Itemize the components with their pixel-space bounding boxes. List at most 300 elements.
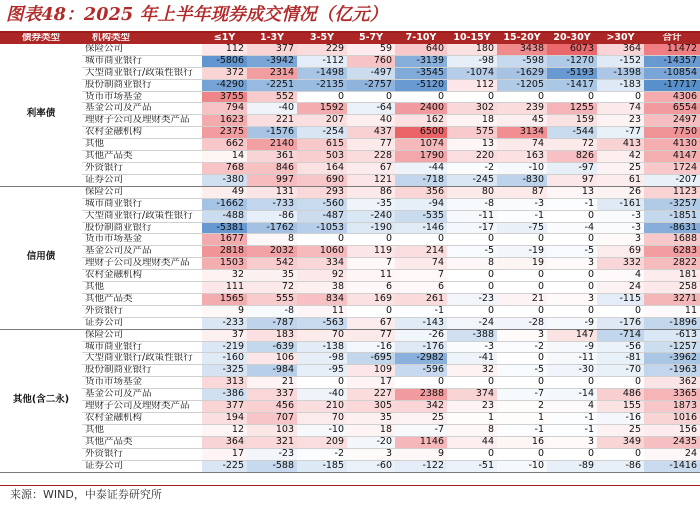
value-cell: -5 [497, 365, 547, 377]
header-col-total: 合计 [644, 33, 700, 44]
value-cell: 1677 [202, 234, 247, 246]
value-cell: -1053 [297, 222, 347, 234]
value-cell: 1503 [202, 258, 247, 270]
table-row [0, 246, 700, 258]
value-cell: -51 [447, 460, 497, 472]
institution-label: 股份制商业银行 [82, 222, 202, 234]
value-cell: -28 [497, 317, 547, 329]
table-row [0, 329, 700, 341]
value-cell: 0 [497, 91, 547, 103]
value-cell: 334 [297, 258, 347, 270]
value-cell: 0 [297, 91, 347, 103]
value-cell: -14 [547, 389, 597, 401]
value-cell: 87 [497, 186, 547, 198]
value-cell: 67 [347, 317, 395, 329]
figure-title: 图表48：2025 年上半年现券成交情况（亿元） [6, 5, 388, 25]
value-cell: 456 [247, 401, 297, 413]
value-cell: 67 [347, 162, 395, 174]
table-row [0, 341, 700, 353]
value-cell: 37 [202, 329, 247, 341]
value-cell: -1762 [247, 222, 297, 234]
value-cell: 342 [395, 401, 447, 413]
header-col-15-20y: 15-20Y [497, 33, 547, 44]
value-cell: -5193 [547, 67, 597, 79]
table-row [0, 127, 700, 139]
value-cell: 26 [597, 186, 644, 198]
institution-label: 外资银行 [82, 162, 202, 174]
value-cell: 2388 [395, 389, 447, 401]
value-cell: -2 [447, 162, 497, 174]
value-cell: -3 [597, 222, 644, 234]
value-cell: -2 [497, 341, 547, 353]
total-cell: 1016 [644, 413, 700, 425]
value-cell: -245 [447, 174, 497, 186]
value-cell: -115 [597, 293, 644, 305]
value-cell: 25 [597, 424, 644, 436]
table-row [0, 91, 700, 103]
value-cell: 0 [447, 305, 497, 317]
value-cell: 221 [247, 115, 297, 127]
value-cell: 49 [202, 186, 247, 198]
value-cell: 92 [297, 270, 347, 282]
value-cell: 0 [447, 270, 497, 282]
table-row [0, 365, 700, 377]
value-cell: 0 [497, 270, 547, 282]
value-cell: 0 [497, 305, 547, 317]
value-cell: -86 [597, 460, 644, 472]
value-cell: 332 [597, 258, 644, 270]
total-cell: 4130 [644, 139, 700, 151]
table-row [0, 55, 700, 67]
value-cell: 207 [297, 115, 347, 127]
total-cell: -8631 [644, 222, 700, 234]
header-col-gt30y: >30Y [597, 33, 644, 44]
value-cell: -9 [547, 317, 597, 329]
header-col-le1y: ≤1Y [202, 33, 247, 44]
value-cell: -26 [395, 329, 447, 341]
value-cell: -2757 [347, 79, 395, 91]
value-cell: -190 [347, 222, 395, 234]
value-cell: 23 [597, 115, 644, 127]
value-cell: -60 [347, 460, 395, 472]
value-cell: 0 [547, 270, 597, 282]
value-cell: 305 [347, 401, 395, 413]
value-cell: 4 [547, 401, 597, 413]
value-cell: 77 [347, 329, 395, 341]
value-cell: 74 [395, 258, 447, 270]
institution-label: 证券公司 [82, 317, 202, 329]
value-cell: -64 [347, 103, 395, 115]
total-cell: 156 [644, 424, 700, 436]
value-cell: 3 [547, 436, 597, 448]
total-cell: -1851 [644, 210, 700, 222]
total-cell: 11472 [644, 44, 700, 55]
institution-label: 其他产品类 [82, 151, 202, 163]
institution-label: 农村金融机构 [82, 270, 202, 282]
institution-label: 货币市场基金 [82, 234, 202, 246]
value-cell: 3 [547, 258, 597, 270]
value-cell: 1623 [202, 115, 247, 127]
value-cell: -112 [297, 55, 347, 67]
table-row [0, 151, 700, 163]
value-cell: -56 [597, 341, 644, 353]
total-cell: 1873 [644, 401, 700, 413]
value-cell: 239 [497, 103, 547, 115]
source-note: 来源：WIND，中泰证券研究所 [10, 488, 162, 501]
value-cell: -1 [395, 305, 447, 317]
value-cell: -35 [347, 198, 395, 210]
table-row [0, 139, 700, 151]
value-cell: -1629 [497, 67, 547, 79]
value-cell: -2982 [395, 353, 447, 365]
value-cell: 0 [547, 210, 597, 222]
value-cell: 0 [547, 377, 597, 389]
total-cell: -14357 [644, 55, 700, 67]
value-cell: -240 [347, 210, 395, 222]
value-cell: -146 [395, 222, 447, 234]
value-cell: 11 [297, 305, 347, 317]
total-cell: 1688 [644, 234, 700, 246]
header-col-7-10y: 7-10Y [395, 33, 447, 44]
value-cell: 0 [497, 448, 547, 460]
value-cell: 6 [395, 282, 447, 294]
value-cell: -40 [297, 389, 347, 401]
value-cell: 214 [395, 246, 447, 258]
value-cell: -1398 [597, 67, 644, 79]
value-cell: 846 [247, 162, 297, 174]
total-cell: 6554 [644, 103, 700, 115]
value-cell: 59 [347, 44, 395, 55]
value-cell: -8 [247, 305, 297, 317]
value-cell: 119 [347, 246, 395, 258]
total-cell: -1963 [644, 365, 700, 377]
value-cell: 17 [347, 377, 395, 389]
value-cell: 210 [297, 401, 347, 413]
value-cell: 74 [597, 103, 644, 115]
value-cell: -23 [247, 448, 297, 460]
value-cell: -1662 [202, 198, 247, 210]
value-cell: -5 [547, 246, 597, 258]
value-cell: -176 [395, 341, 447, 353]
value-cell: 0 [547, 91, 597, 103]
value-cell: -3942 [247, 55, 297, 67]
value-cell: -30 [547, 365, 597, 377]
value-cell: -544 [547, 127, 597, 139]
total-cell: 6283 [644, 246, 700, 258]
value-cell: 2375 [202, 127, 247, 139]
value-cell: 2140 [247, 139, 297, 151]
institution-label: 农村金融机构 [82, 127, 202, 139]
table-row [0, 413, 700, 425]
value-cell: 377 [247, 44, 297, 55]
value-cell: 229 [297, 44, 347, 55]
value-cell: 6 [347, 282, 395, 294]
value-cell: -787 [247, 317, 297, 329]
header-col-5-7y: 5-7Y [347, 33, 395, 44]
value-cell: 0 [395, 377, 447, 389]
value-cell: -176 [597, 317, 644, 329]
value-cell: 7 [395, 270, 447, 282]
institution-label: 大型商业银行/政策性银行 [82, 67, 202, 79]
value-cell: 209 [297, 436, 347, 448]
trading-table [0, 33, 700, 473]
value-cell: -11 [547, 353, 597, 365]
value-cell: -714 [597, 329, 644, 341]
value-cell: -225 [202, 460, 247, 472]
table-row [0, 293, 700, 305]
value-cell: 103 [247, 424, 297, 436]
institution-label: 外资银行 [82, 305, 202, 317]
total-cell: 2435 [644, 436, 700, 448]
total-cell: 258 [644, 282, 700, 294]
table-row [0, 174, 700, 186]
value-cell: 77 [347, 139, 395, 151]
value-cell: 640 [395, 44, 447, 55]
value-cell: 169 [347, 293, 395, 305]
table-row [0, 79, 700, 91]
value-cell: 1060 [297, 246, 347, 258]
value-cell: 0 [547, 282, 597, 294]
value-cell: 3438 [497, 44, 547, 55]
value-cell: -10 [297, 424, 347, 436]
value-cell: -5381 [202, 222, 247, 234]
value-cell: -86 [247, 210, 297, 222]
institution-label: 股份制商业银行 [82, 365, 202, 377]
value-cell: -23 [447, 293, 497, 305]
table-row [0, 389, 700, 401]
value-cell: -143 [395, 317, 447, 329]
value-cell: 293 [297, 186, 347, 198]
header-bond-type: 债券类型 [0, 33, 82, 44]
value-cell: -89 [547, 460, 597, 472]
value-cell: 1074 [395, 139, 447, 151]
value-cell: 0 [347, 234, 395, 246]
total-cell: 362 [644, 377, 700, 389]
institution-label: 其他产品类 [82, 436, 202, 448]
institution-label: 其他 [82, 282, 202, 294]
value-cell: 0 [347, 305, 395, 317]
value-cell: 2 [497, 401, 547, 413]
value-cell: 112 [447, 79, 497, 91]
value-cell: 24 [597, 282, 644, 294]
value-cell: -94 [395, 198, 447, 210]
value-cell: 2818 [202, 246, 247, 258]
value-cell: 552 [247, 91, 297, 103]
total-cell: 3365 [644, 389, 700, 401]
institution-label: 外资银行 [82, 448, 202, 460]
value-cell: 0 [447, 234, 497, 246]
value-cell: 23 [447, 401, 497, 413]
value-cell: 313 [202, 377, 247, 389]
value-cell: -388 [447, 329, 497, 341]
value-cell: -2251 [247, 79, 297, 91]
value-cell: 183 [247, 329, 297, 341]
value-cell: -152 [597, 55, 644, 67]
value-cell: 228 [347, 151, 395, 163]
value-cell: 38 [297, 282, 347, 294]
value-cell: -77 [597, 127, 644, 139]
value-cell: 0 [597, 377, 644, 389]
value-cell: 164 [297, 162, 347, 174]
value-cell: -3545 [395, 67, 447, 79]
value-cell: 1565 [202, 293, 247, 305]
value-cell: 86 [347, 186, 395, 198]
total-cell: 11 [644, 305, 700, 317]
value-cell: -8 [447, 198, 497, 210]
table-body [0, 44, 700, 472]
value-cell: 1 [447, 413, 497, 425]
value-cell: 3 [597, 234, 644, 246]
value-cell: -16 [597, 413, 644, 425]
value-cell: -10 [497, 162, 547, 174]
value-cell: 9 [202, 305, 247, 317]
value-cell: 707 [247, 413, 297, 425]
value-cell: -596 [395, 365, 447, 377]
value-cell: 0 [395, 234, 447, 246]
value-cell: -98 [297, 353, 347, 365]
value-cell: 70 [297, 329, 347, 341]
value-cell: -3 [597, 210, 644, 222]
value-cell: 32 [447, 365, 497, 377]
total-cell: 4147 [644, 151, 700, 163]
value-cell: 374 [447, 389, 497, 401]
header-row [0, 33, 700, 44]
value-cell: -7 [497, 389, 547, 401]
value-cell: 220 [447, 151, 497, 163]
header-institution: 机构类型 [82, 33, 202, 44]
value-cell: 364 [597, 44, 644, 55]
value-cell: -4 [547, 222, 597, 234]
value-cell: 349 [597, 436, 644, 448]
value-cell: -81 [597, 353, 644, 365]
value-cell: -3139 [395, 55, 447, 67]
value-cell: 0 [447, 448, 497, 460]
total-cell: 181 [644, 270, 700, 282]
value-cell: 1 [497, 413, 547, 425]
value-cell: 2400 [395, 103, 447, 115]
bond-type-label: 其他(含二永) [0, 329, 82, 472]
value-cell: -1 [547, 413, 597, 425]
institution-label: 基金公司及产品 [82, 246, 202, 258]
value-cell: -2 [297, 448, 347, 460]
value-cell: -10 [497, 460, 547, 472]
value-cell: 0 [297, 377, 347, 389]
table-row [0, 234, 700, 246]
value-cell: 0 [497, 353, 547, 365]
table-row [0, 115, 700, 127]
value-cell: 826 [547, 151, 597, 163]
value-cell: 690 [297, 174, 347, 186]
value-cell: -718 [395, 174, 447, 186]
value-cell: 162 [395, 115, 447, 127]
value-cell: -1074 [447, 67, 497, 79]
value-cell: 0 [597, 448, 644, 460]
value-cell: 662 [202, 139, 247, 151]
table-row [0, 353, 700, 365]
table-row [0, 377, 700, 389]
value-cell: -233 [202, 317, 247, 329]
value-cell: 1146 [395, 436, 447, 448]
value-cell: 109 [347, 365, 395, 377]
value-cell: -1 [547, 198, 597, 210]
value-cell: 413 [597, 139, 644, 151]
value-cell: -122 [395, 460, 447, 472]
value-cell: -563 [297, 317, 347, 329]
value-cell: 18 [347, 424, 395, 436]
value-cell: 0 [395, 91, 447, 103]
value-cell: -161 [597, 198, 644, 210]
value-cell: 16 [497, 436, 547, 448]
value-cell: -17 [447, 222, 497, 234]
table-row [0, 186, 700, 198]
value-cell: -41 [447, 353, 497, 365]
total-cell: -207 [644, 174, 700, 186]
institution-label: 其他 [82, 139, 202, 151]
value-cell: 372 [202, 67, 247, 79]
value-cell: 155 [597, 401, 644, 413]
table-row [0, 222, 700, 234]
total-cell: -17717 [644, 79, 700, 91]
value-cell: 74 [497, 139, 547, 151]
value-cell: 2032 [247, 246, 297, 258]
value-cell: -183 [597, 79, 644, 91]
table-row [0, 258, 700, 270]
total-cell: -10854 [644, 67, 700, 79]
value-cell: 159 [547, 115, 597, 127]
value-cell: -2135 [297, 79, 347, 91]
value-cell: 0 [497, 234, 547, 246]
value-cell: 0 [347, 91, 395, 103]
table-row [0, 305, 700, 317]
value-cell: 997 [247, 174, 297, 186]
value-cell: -95 [297, 365, 347, 377]
table-row [0, 282, 700, 294]
value-cell: 3134 [497, 127, 547, 139]
value-cell: -3 [497, 198, 547, 210]
value-cell: 69 [597, 246, 644, 258]
value-cell: 4 [597, 270, 644, 282]
value-cell: -138 [297, 341, 347, 353]
value-cell: 13 [447, 139, 497, 151]
value-cell: -497 [347, 67, 395, 79]
bond-type-label: 利率债 [0, 44, 82, 186]
value-cell: 0 [597, 305, 644, 317]
total-cell: 4306 [644, 91, 700, 103]
total-cell: 7750 [644, 127, 700, 139]
value-cell: -695 [347, 353, 395, 365]
value-cell: -20 [347, 436, 395, 448]
value-cell: 0 [497, 282, 547, 294]
total-cell: -3962 [644, 353, 700, 365]
value-cell: 111 [202, 282, 247, 294]
value-cell: 45 [497, 115, 547, 127]
value-cell: -488 [202, 210, 247, 222]
value-cell: 70 [297, 413, 347, 425]
institution-label: 理财子公司及理财类产品 [82, 401, 202, 413]
value-cell: 8 [447, 424, 497, 436]
institution-label: 货币市场基金 [82, 377, 202, 389]
value-cell: -98 [447, 55, 497, 67]
institution-label: 农村金融机构 [82, 413, 202, 425]
value-cell: 17 [202, 448, 247, 460]
value-cell: -639 [247, 341, 297, 353]
value-cell: 112 [202, 44, 247, 55]
value-cell: 361 [247, 151, 297, 163]
value-cell: 180 [447, 44, 497, 55]
value-cell: -598 [497, 55, 547, 67]
institution-label: 理财子公司及理财类产品 [82, 258, 202, 270]
table-row [0, 436, 700, 448]
